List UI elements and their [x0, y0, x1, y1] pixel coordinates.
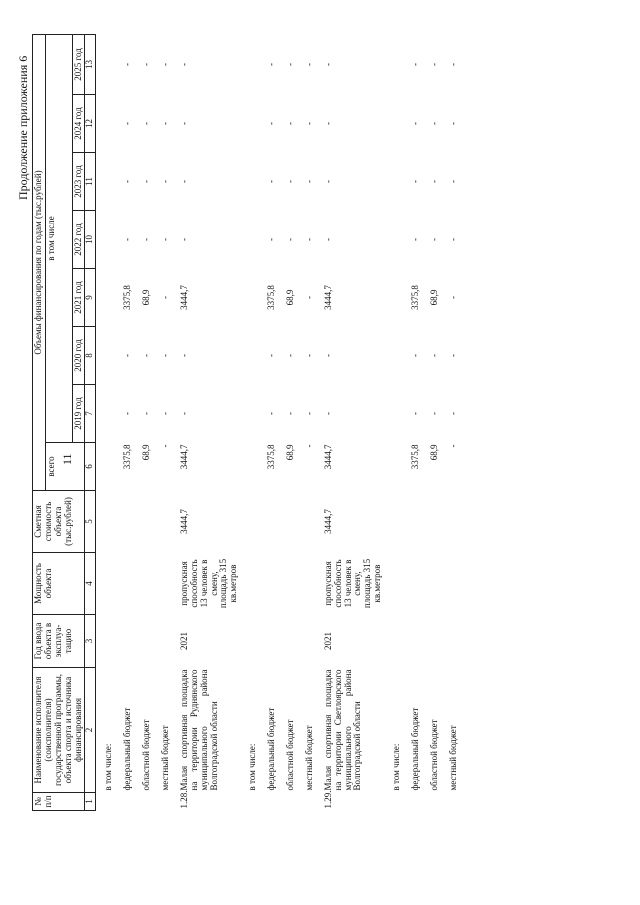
- row-name: Малая спортивная площадка на территории Руднянского муниципального района Волгоградской области: [178, 669, 219, 791]
- row-commission-year: 2021: [322, 632, 333, 650]
- header-year-2024: 2024 год: [72, 95, 85, 153]
- row-estimated-cost: [441, 491, 460, 553]
- row-year-value: -: [122, 354, 133, 357]
- row-total: 3375,8: [122, 444, 133, 470]
- row-estimated-cost: [134, 491, 153, 553]
- header-funding: Объемы финансирования по годам (тыс.рублей): [33, 34, 46, 490]
- row-year-value: -: [303, 296, 314, 299]
- row-year-value: 3375,8: [122, 285, 133, 310]
- row-year-value: -: [266, 238, 277, 241]
- table-header: [33, 34, 85, 810]
- table-row: [422, 34, 441, 810]
- row-year-value: 3444,7: [178, 285, 189, 310]
- row-year-value: -: [122, 180, 133, 183]
- row-capacity: [297, 553, 316, 615]
- row-year-value: -: [410, 238, 421, 241]
- header-num: № п/п: [33, 793, 85, 811]
- header-power: Мощность объекта: [33, 553, 85, 615]
- row-year-value: 68,9: [285, 289, 296, 306]
- column-number: 9: [85, 269, 96, 327]
- row-year-value: -: [322, 238, 333, 241]
- row-year-value: -: [428, 180, 439, 183]
- row-number: [134, 793, 153, 811]
- header-year-2020: 2020 год: [72, 327, 85, 385]
- row-commission-year: [134, 615, 153, 668]
- row-year-value: -: [178, 412, 189, 415]
- row-total: 68,9: [428, 444, 439, 461]
- row-year-value: -: [322, 412, 333, 415]
- header-year-2021: 2021 год: [72, 269, 85, 327]
- row-number: [422, 793, 441, 811]
- row-capacity: [278, 553, 297, 615]
- row-year-value: -: [160, 412, 171, 415]
- row-year-value: -: [303, 62, 314, 66]
- row-year-value: [96, 385, 115, 443]
- row-year-value: -: [178, 238, 189, 241]
- table-row: [153, 34, 172, 810]
- row-year-value: [384, 327, 403, 385]
- row-name: областной бюджет: [428, 719, 439, 791]
- table-row: [115, 34, 134, 810]
- row-total: 68,9: [141, 444, 152, 461]
- row-year-value: -: [410, 412, 421, 415]
- row-commission-year: [441, 615, 460, 668]
- row-total: 3444,7: [178, 444, 189, 470]
- row-year-value: -: [428, 354, 439, 357]
- row-year-value: -: [141, 354, 152, 357]
- row-number: [297, 793, 316, 811]
- row-estimated-cost: [96, 491, 115, 553]
- row-total: 3375,8: [266, 444, 277, 470]
- column-number: 11: [85, 153, 96, 211]
- table-row: [240, 34, 259, 810]
- row-number: [441, 793, 460, 811]
- row-number: [240, 793, 259, 811]
- row-year-value: -: [141, 180, 152, 183]
- row-year-value: -: [428, 122, 439, 125]
- row-year-value: [240, 269, 259, 327]
- row-year-value: -: [322, 354, 333, 357]
- row-commission-year: [297, 615, 316, 668]
- column-number: 2: [85, 668, 96, 793]
- row-year-value: -: [178, 62, 189, 66]
- row-year-value: -: [285, 180, 296, 183]
- column-number: 5: [85, 491, 96, 553]
- column-number: 7: [85, 385, 96, 443]
- row-name: местный бюджет: [160, 725, 171, 791]
- row-year-value: -: [122, 62, 133, 66]
- row-year-value: -: [141, 122, 152, 125]
- row-year-value: -: [285, 122, 296, 125]
- header-name: Наименование исполнителя (соисполнителя) государственной программы, объекта спорта и источника финансирования: [33, 668, 85, 793]
- row-year-value: 3375,8: [266, 285, 277, 310]
- row-year-value: [240, 34, 259, 94]
- row-estimated-cost: [278, 491, 297, 553]
- row-number: [403, 793, 422, 811]
- row-number: 1.28.: [178, 790, 189, 809]
- column-number: 3: [85, 615, 96, 668]
- row-year-value: -: [160, 180, 171, 183]
- row-year-value: -: [428, 412, 439, 415]
- row-estimated-cost: [259, 491, 278, 553]
- row-capacity: [115, 553, 134, 615]
- row-year-value: 3444,7: [322, 285, 333, 310]
- header-incl: в том числе: [45, 34, 72, 442]
- row-year-value: -: [266, 62, 277, 66]
- table-row: [297, 34, 316, 810]
- funding-table: [32, 34, 460, 811]
- row-commission-year: [259, 615, 278, 668]
- row-capacity: [384, 553, 403, 615]
- row-year-value: -: [447, 180, 458, 183]
- row-year-value: -: [447, 62, 458, 66]
- table-body: [96, 34, 460, 810]
- row-year-value: [96, 211, 115, 269]
- row-year-value: -: [178, 122, 189, 125]
- header-year-2022: 2022 год: [72, 211, 85, 269]
- row-year-value: 3375,8: [410, 285, 421, 310]
- row-year-value: [240, 385, 259, 443]
- row-name: федеральный бюджет: [410, 707, 421, 791]
- row-name: в том числе:: [247, 743, 258, 791]
- row-year-value: [240, 211, 259, 269]
- row-estimated-cost: [153, 491, 172, 553]
- row-year-value: [384, 211, 403, 269]
- row-capacity: [96, 553, 115, 615]
- row-year-value: [96, 34, 115, 94]
- row-year-value: -: [122, 122, 133, 125]
- row-year-value: -: [285, 238, 296, 241]
- row-year-value: [384, 95, 403, 153]
- table-row: [172, 34, 240, 810]
- row-year-value: [240, 95, 259, 153]
- row-year-value: -: [303, 238, 314, 241]
- row-year-value: -: [410, 122, 421, 125]
- header-year-2025: 2025 год: [72, 34, 85, 94]
- row-name: федеральный бюджет: [266, 707, 277, 791]
- row-total: [240, 443, 259, 491]
- header-year-2019: 2019 год: [72, 385, 85, 443]
- row-year-value: -: [266, 354, 277, 357]
- row-year-value: 68,9: [428, 289, 439, 306]
- row-commission-year: [115, 615, 134, 668]
- row-year-value: -: [160, 62, 171, 66]
- row-estimated-cost: 3444,7: [178, 509, 189, 534]
- row-year-value: -: [266, 180, 277, 183]
- row-year-value: [384, 385, 403, 443]
- column-number: 8: [85, 327, 96, 385]
- row-year-value: -: [141, 412, 152, 415]
- row-capacity: [240, 553, 259, 615]
- row-year-value: [96, 153, 115, 211]
- row-capacity: [134, 553, 153, 615]
- header-year: Год ввода объекта в эксплуа-тацию: [33, 615, 85, 668]
- row-capacity: [441, 553, 460, 615]
- row-year-value: -: [285, 412, 296, 415]
- row-name: местный бюджет: [303, 725, 314, 791]
- row-year-value: -: [428, 62, 439, 66]
- row-year-value: -: [447, 296, 458, 299]
- row-year-value: -: [322, 122, 333, 125]
- row-capacity: пропускная способность 13 человек в смену, площадь 315 кв.метров: [322, 558, 383, 609]
- row-year-value: -: [447, 122, 458, 125]
- row-year-value: -: [266, 122, 277, 125]
- row-year-value: [96, 95, 115, 153]
- column-number: 13: [85, 34, 96, 94]
- row-year-value: -: [322, 180, 333, 183]
- row-name: федеральный бюджет: [122, 707, 133, 791]
- table-row: [278, 34, 297, 810]
- row-year-value: -: [303, 354, 314, 357]
- row-total: 3444,7: [322, 444, 333, 470]
- row-estimated-cost: [384, 491, 403, 553]
- table-row: [316, 34, 384, 810]
- table-row: [441, 34, 460, 810]
- row-year-value: -: [160, 122, 171, 125]
- row-name: местный бюджет: [447, 725, 458, 791]
- table-row: [384, 34, 403, 810]
- row-number: [384, 793, 403, 811]
- row-estimated-cost: [422, 491, 441, 553]
- row-year-value: [96, 327, 115, 385]
- row-commission-year: [422, 615, 441, 668]
- row-year-value: -: [410, 62, 421, 66]
- row-number: [278, 793, 297, 811]
- row-year-value: -: [285, 354, 296, 357]
- row-year-value: [384, 269, 403, 327]
- row-estimated-cost: 3444,7: [322, 509, 333, 534]
- page-number: 11: [60, 453, 74, 465]
- table-row: [96, 34, 115, 810]
- row-year-value: -: [178, 354, 189, 357]
- row-commission-year: 2021: [178, 632, 189, 650]
- column-number: 10: [85, 211, 96, 269]
- row-total: -: [303, 444, 314, 448]
- table-row: [134, 34, 153, 810]
- row-capacity: [153, 553, 172, 615]
- row-estimated-cost: [297, 491, 316, 553]
- column-number: 1: [85, 793, 96, 811]
- row-capacity: [259, 553, 278, 615]
- row-total: [384, 443, 403, 491]
- row-year-value: -: [178, 180, 189, 183]
- row-year-value: [240, 327, 259, 385]
- row-number: [96, 793, 115, 811]
- row-year-value: -: [447, 238, 458, 241]
- row-year-value: -: [410, 180, 421, 183]
- row-year-value: 68,9: [141, 289, 152, 306]
- row-capacity: пропускная способность 13 человек в смену, площадь 315 кв.метров: [178, 558, 239, 609]
- row-estimated-cost: [240, 491, 259, 553]
- row-year-value: -: [303, 412, 314, 415]
- row-number: [153, 793, 172, 811]
- row-year-value: -: [160, 354, 171, 357]
- row-commission-year: [153, 615, 172, 668]
- header-cost: Сметная стоимость объекта (тыс.рублей): [33, 491, 85, 553]
- column-number: 4: [85, 553, 96, 615]
- row-year-value: [96, 269, 115, 327]
- row-commission-year: [240, 615, 259, 668]
- row-year-value: -: [160, 296, 171, 299]
- column-number: 12: [85, 95, 96, 153]
- row-year-value: [384, 153, 403, 211]
- row-year-value: -: [303, 122, 314, 125]
- row-name: областной бюджет: [141, 719, 152, 791]
- row-number: [115, 793, 134, 811]
- header-total: всего: [45, 443, 85, 491]
- row-year-value: -: [122, 238, 133, 241]
- row-year-value: -: [447, 412, 458, 415]
- column-number-row: [85, 34, 96, 810]
- row-estimated-cost: [403, 491, 422, 553]
- row-year-value: -: [410, 354, 421, 357]
- table-row: [259, 34, 278, 810]
- row-year-value: -: [447, 354, 458, 357]
- row-name: Малая спортивная площадка на территории Светлоярского муниципального района Волгоградской области: [322, 669, 363, 791]
- row-year-value: -: [141, 62, 152, 66]
- row-total: -: [160, 444, 171, 448]
- row-year-value: -: [322, 62, 333, 66]
- row-year-value: [384, 34, 403, 94]
- row-year-value: -: [160, 238, 171, 241]
- row-year-value: -: [122, 412, 133, 415]
- row-year-value: -: [266, 412, 277, 415]
- row-number: 1.29.: [322, 790, 333, 809]
- row-total: 3375,8: [410, 444, 421, 470]
- row-year-value: -: [285, 62, 296, 66]
- row-total: 68,9: [285, 444, 296, 461]
- row-year-value: [240, 153, 259, 211]
- row-name: в том числе:: [391, 743, 402, 791]
- row-year-value: -: [303, 180, 314, 183]
- table-row: [403, 34, 422, 810]
- row-commission-year: [384, 615, 403, 668]
- header-year-2023: 2023 год: [72, 153, 85, 211]
- row-number: [259, 793, 278, 811]
- row-commission-year: [278, 615, 297, 668]
- appendix-title: Продолжение приложения 6: [16, 55, 30, 200]
- row-name: в том числе:: [103, 743, 114, 791]
- row-year-value: -: [428, 238, 439, 241]
- row-capacity: [403, 553, 422, 615]
- column-number: 6: [85, 443, 96, 491]
- row-estimated-cost: [115, 491, 134, 553]
- row-commission-year: [96, 615, 115, 668]
- row-total: -: [447, 444, 458, 448]
- row-commission-year: [403, 615, 422, 668]
- row-total: [96, 443, 115, 491]
- row-capacity: [422, 553, 441, 615]
- row-year-value: -: [141, 238, 152, 241]
- row-name: областной бюджет: [285, 719, 296, 791]
